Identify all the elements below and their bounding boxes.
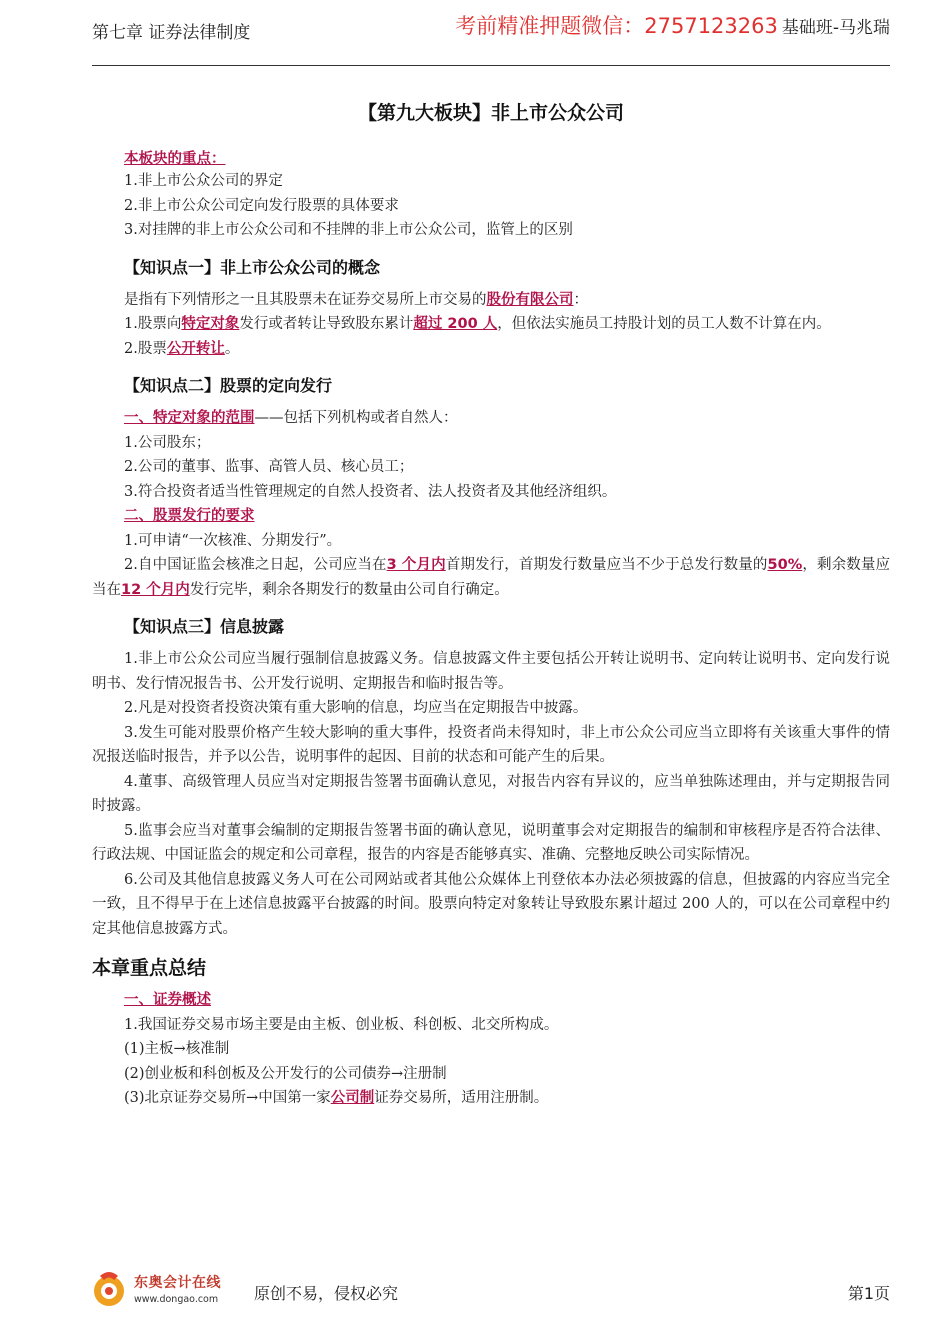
kp1-title: 【知识点一】非上市公众公司的概念	[124, 257, 381, 277]
highlight: 50%	[767, 557, 803, 573]
kp3-para: 5.监事会应当对董事会编制的定期报告签署书面的确认意见，说明董事会对定期报告的编制和审核程序是否符合法律、行政法规、中国证监会的规定和公司章程，报告的内容是否能够真实、准确、完整地反映公司实际情况。	[92, 822, 890, 863]
kp3-para: 3.发生可能对股票价格产生较大影响的重大事件，投资者尚未得知时，非上市公众公司应当立即将有关该重大事件的情况报送临时报告，并予以公告，说明事件的起因、目前的状态和可能产生的后果。	[92, 724, 890, 765]
focus-item: 1.非上市公众公司的界定	[124, 173, 283, 189]
logo-url: www.dongao.com	[134, 1294, 219, 1305]
header-divider	[92, 65, 890, 66]
summary-title: 本章重点总结	[92, 957, 207, 979]
list-item: 1.我国证券交易市场主要是由主板、创业板、科创板、北交所构成。	[124, 1016, 559, 1033]
highlight: 公开转让	[166, 340, 225, 357]
chapter-title: 第七章 证券法律制度	[92, 23, 251, 43]
list-item: 1.公司股东；	[124, 434, 211, 451]
subheading: 二、股票发行的要求	[124, 508, 255, 524]
kp3-para: 2.凡是对投资者投资决策有重大影响的信息，均应当在定期报告中披露。	[124, 700, 588, 716]
page-footer	[92, 1268, 890, 1318]
summary-sub1	[92, 988, 890, 1013]
footer-slogan: 原创不易，侵权必究	[254, 1284, 399, 1303]
highlight: 股份有限公司	[486, 291, 574, 308]
list-item: 3.符合投资者适当性管理规定的自然人投资者、法人投资者及其他经济组织。	[124, 483, 617, 500]
kp2-sub2	[92, 504, 890, 529]
list-item: 2.公司的董事、监事、高管人员、核心员工；	[124, 459, 414, 475]
highlight: 特定对象	[181, 316, 240, 332]
list-item: (2)创业板和科创板及公开发行的公司债券→注册制	[124, 1065, 447, 1082]
focus-block	[92, 147, 890, 243]
kp3-para: 6.公司及其他信息披露义务人可在公司网站或者其他公众媒体上刊登依本办法必须披露的信息，但披露的内容应当完全一致，且不得早于在上述信息披露平台披露的时间。股票向特定对象转让导致股东累计超过 200 人的，可以在公司章程中约定其他信息披露方式。	[92, 871, 890, 937]
focus-item: 2.非上市公众公司定向发行股票的具体要求	[124, 197, 399, 214]
focus-heading: 本板块的重点：	[124, 151, 226, 167]
subheading: 一、特定对象的范围	[124, 410, 255, 426]
kp3-title: 【知识点三】信息披露	[124, 617, 285, 636]
section-title: 【第九大板块】非上市公众公司	[357, 102, 624, 124]
list-item: (1)主板→核准制	[124, 1041, 230, 1057]
promo-text: 考前精准押题微信：2757123263	[455, 14, 778, 38]
kp3-para: 4.董事、高级管理人员应当对定期报告签署书面确认意见，对报告内容有异议的，应当单独陈述理由，并与定期报告同时披露。	[92, 773, 890, 814]
dongao-logo	[92, 1270, 242, 1312]
kp1-item-2: 2.股票公开转让。	[124, 340, 240, 357]
list-item: 1.可申请“一次核准、分期发行”。	[124, 532, 342, 549]
kp2-title: 【知识点二】股票的定向发行	[124, 376, 333, 395]
logo-name: 东奥会计在线	[134, 1275, 221, 1291]
highlight: 3 个月内	[386, 557, 446, 573]
highlight: 超过 200 人	[413, 316, 498, 332]
page-number: 第1页	[847, 1284, 890, 1303]
course-name: 基础班-马兆瑞	[781, 18, 890, 38]
summary-item-4: (3)北京证券交易所→中国第一家公司制证券交易所，适用注册制。	[124, 1090, 549, 1106]
document-body	[92, 98, 890, 1111]
subheading: 一、证券概述	[124, 992, 211, 1008]
kp1-intro: 是指有下列情形之一且其股票未在证券交易所上市交易的股份有限公司：	[124, 291, 588, 308]
page-header	[92, 8, 890, 48]
highlight: 12 个月内	[121, 581, 190, 598]
logo-mark-icon	[92, 1270, 126, 1308]
highlight: 公司制	[330, 1090, 375, 1106]
header-right	[455, 10, 890, 40]
kp1-item-1: 1.股票向特定对象发行或者转让导致股东累计超过 200 人，但依法实施员工持股计划的员工人数不计算在内。	[124, 316, 831, 332]
kp2-sub2-item-2: 2.自中国证监会核准之日起，公司应当在3 个月内首期发行，首期发行数量应当不少于总发行数量的50%，剩余数量应当在12 个月内发行完毕，剩余各期发行的数量由公司自行确定。	[92, 557, 891, 598]
focus-item: 3.对挂牌的非上市公众公司和不挂牌的非上市公众公司，监管上的区别	[124, 222, 573, 238]
kp3-para: 1.非上市公众公司应当履行强制信息披露义务。信息披露文件主要包括公开转让说明书、定向转让说明书、定向发行说明书、发行情况报告书、公开发行说明、定期报告和临时报告等。	[92, 651, 890, 692]
kp2-sub1: 一、特定对象的范围——包括下列机构或者自然人：	[124, 410, 458, 426]
